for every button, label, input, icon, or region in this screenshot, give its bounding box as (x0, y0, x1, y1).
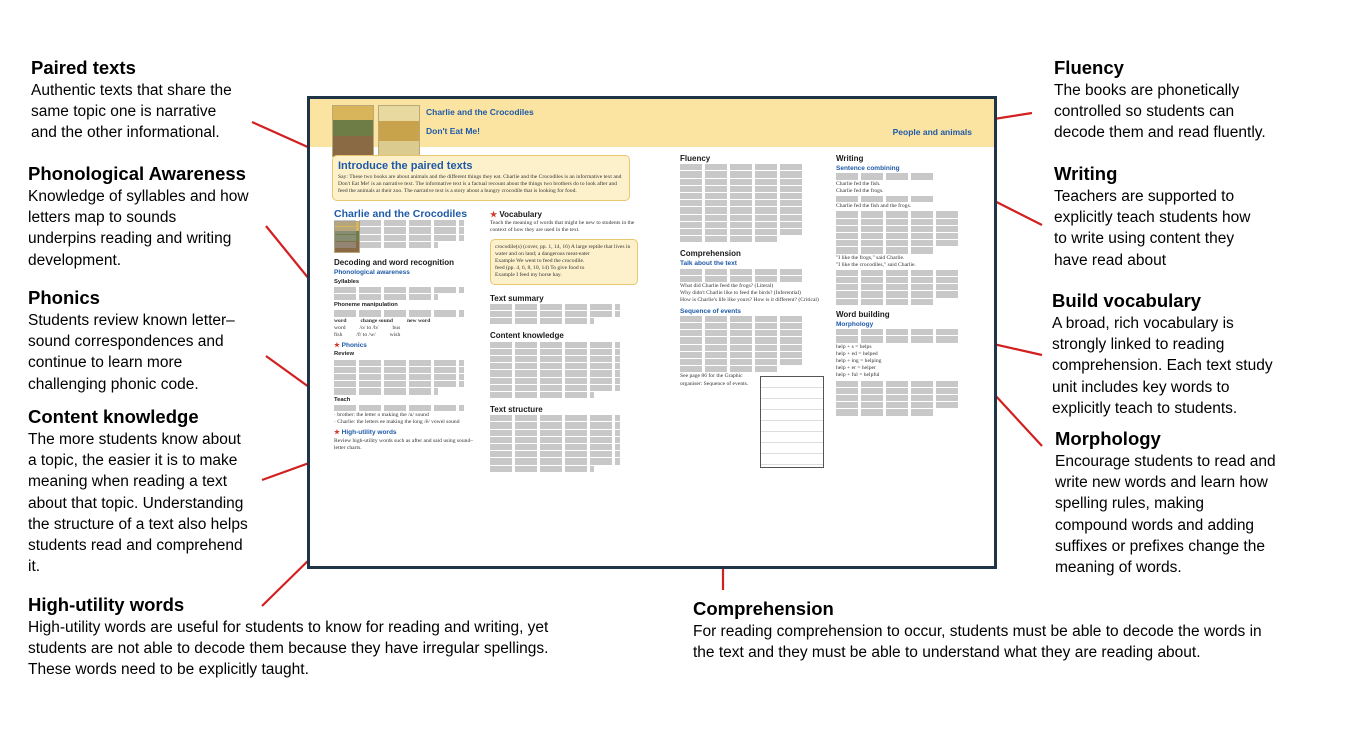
intro-heading: Introduce the paired texts (338, 160, 473, 172)
teach-heading: Teach (334, 396, 351, 403)
phoneme-row: word /o/ to /b/ bus (334, 324, 401, 331)
morphology-heading: Morphology (836, 321, 874, 329)
callout-title: Build vocabulary (1052, 290, 1202, 311)
callout-body: Authentic texts that share the same topic one is narrative and the other informational. (31, 82, 232, 142)
sequence-heading: Sequence of events (680, 307, 742, 315)
callout-title: Paired texts (31, 57, 136, 78)
callout-title: High-utility words (28, 594, 185, 615)
callout-title: Content knowledge (28, 406, 199, 427)
book-cover-dont-eat-me (378, 105, 420, 157)
example-quote: "I like the frogs," said Charlie. (836, 254, 905, 261)
review-heading: Review (334, 351, 354, 358)
writing-heading: Writing (836, 154, 864, 163)
book-title-2: Don't Eat Me! (426, 126, 480, 136)
callout-body: The more students know about a topic, the easier it is to make meaning when reading a text about that topic. Understanding the structure of a text also helps students read and comprehend it. (28, 431, 248, 576)
graphic-organiser (760, 376, 824, 468)
callout-body: Knowledge of syllables and how letters map to sounds underpins reading and writing development. (28, 188, 249, 269)
example-quote: "I like the crocodiles," said Charlie. (836, 261, 916, 268)
callout-fluency (1054, 57, 1266, 144)
morph-example: help + s = helps (836, 343, 872, 350)
morph-example: help + er = helper (836, 365, 876, 372)
teaching-page (307, 96, 997, 569)
text-summary-heading: Text summary (490, 293, 544, 303)
phoneme-table-head: word change sound new word (334, 317, 431, 324)
high-utility-text: Review high-utility words such as after and said using sound–letter charts. (334, 437, 474, 451)
topic-label: People and animals (892, 127, 972, 137)
vocab-example: Example I feed my horse hay. (495, 272, 562, 279)
callout-body: Students review known letter– sound correspondences and continue to learn more challenging phonic code. (28, 312, 235, 393)
see-organiser: See page 86 for the Graphic organiser: Sequence of events. (680, 373, 749, 387)
content-knowledge-heading: Content knowledge (490, 331, 564, 341)
column-2 (490, 207, 638, 473)
example-sentence: Charlie fed the fish. (836, 180, 881, 187)
callout-title: Morphology (1055, 428, 1161, 449)
question: Why didn't Charlie like to feed the birds? (Inferential) (680, 290, 801, 297)
callout-title: Phonics (28, 287, 100, 308)
callout-phonics (28, 287, 235, 395)
callout-body: A broad, rich vocabulary is strongly linked to reading comprehension. Each text study unit includes key words to explicitly teach to students. (1052, 315, 1273, 417)
callout-body: For reading comprehension to occur, students must be able to decode the words in the text and they must be able to understand what they are reading about. (693, 623, 1262, 662)
vocab-intro: Teach the meaning of words that might be new to students in the context of how they are used in the text. (490, 220, 635, 234)
vocab-word: crocodile(s) (cover, pp. 1, 14, 16) A large reptile that lives in water and on land; a dangerous meat-eater (495, 243, 631, 257)
vocab-example: Example We went to feed the crocodile. (495, 258, 585, 265)
vocab-word: feed (pp. 4, 6, 8, 10, 14) To give food to (495, 265, 585, 272)
callout-writing (1054, 163, 1250, 271)
comprehension-heading: Comprehension (680, 249, 741, 259)
teach-bullet: · brother: the letter o making the /u/ sound (334, 411, 429, 418)
text-structure-heading: Text structure (490, 405, 543, 415)
callout-high-utility-words (28, 594, 548, 681)
fluency-heading: Fluency (680, 154, 711, 163)
intro-box (332, 155, 630, 201)
high-utility-heading: ★ High-utility words (334, 429, 397, 437)
callout-comprehension (693, 598, 1262, 663)
syllables-heading: Syllables (334, 278, 360, 285)
intro-text: Say: These two books are about animals and the different things they eat. Charlie and the Crocodiles is an informative text and Don't Eat Me! is an narrative text. The informative text is a factual recount about the things two brothers do to look after and feed the animals at their zoo. The narrative text is a story about a hungry crocodile that is looking for food. (338, 174, 622, 194)
decoding-heading: Decoding and word recognition (334, 258, 454, 268)
vocabulary-heading: ★ Vocabulary (490, 210, 542, 219)
callout-build-vocabulary (1052, 290, 1273, 419)
callout-body: The books are phonetically controlled so students can decode them and read fluently. (1054, 82, 1266, 142)
phoneme-row: fish /f/ to /w/ wish (334, 331, 401, 338)
callout-title: Writing (1054, 163, 1118, 184)
col1-heading: Charlie and the Crocodiles (334, 208, 468, 220)
callout-title: Fluency (1054, 57, 1124, 78)
callout-title: Comprehension (693, 598, 834, 619)
book-title-1: Charlie and the Crocodiles (426, 107, 534, 117)
morph-example: help + ed = helped (836, 350, 878, 357)
sentence-combining-heading: Sentence combining (836, 165, 900, 173)
question: What did Charlie feed the frogs? (Literal) (680, 283, 774, 290)
callout-body: Teachers are supported to explicitly teach students how to write using content they have read about (1054, 188, 1251, 269)
book-cover-charlie (332, 105, 374, 157)
teach-bullet: · Charlie: the letters ee making the long /ē/ vowel sound (334, 419, 460, 426)
talk-heading: Talk about the text (680, 260, 737, 268)
phonics-heading: ★ Phonics (334, 342, 367, 350)
vocab-box (490, 239, 638, 285)
callout-phonological-awareness (28, 163, 249, 271)
callout-content-knowledge (28, 406, 248, 577)
callout-paired-texts (31, 57, 232, 144)
callout-body: High-utility words are useful for students to know for reading and writing, yet students are not able to decode them because they have irregular spellings. These words need to be explicitly taught. (28, 619, 549, 679)
morph-example: help + ing = helping (836, 358, 882, 365)
example-sentence: Charlie fed the frogs. (836, 187, 884, 194)
phon-awareness-heading: Phonological awareness (334, 269, 410, 277)
callout-title: Phonological Awareness (28, 163, 246, 184)
column-4 (836, 151, 978, 417)
word-building-heading: Word building (836, 309, 890, 319)
callout-body: Encourage students to read and write new words and learn how spelling rules, making compound words and adding suffixes or prefixes change the meaning of words. (1055, 453, 1276, 577)
question: How is Charlie's life like yours? How is it different? (Critical) (680, 297, 819, 304)
callout-morphology (1055, 428, 1276, 578)
column-3 (680, 151, 820, 468)
example-sentence: Charlie fed the fish and the frogs. (836, 203, 912, 210)
column-1 (334, 207, 482, 452)
phoneme-heading: Phoneme manipulation (334, 302, 398, 309)
morph-example: help + ful = helpful (836, 372, 880, 379)
